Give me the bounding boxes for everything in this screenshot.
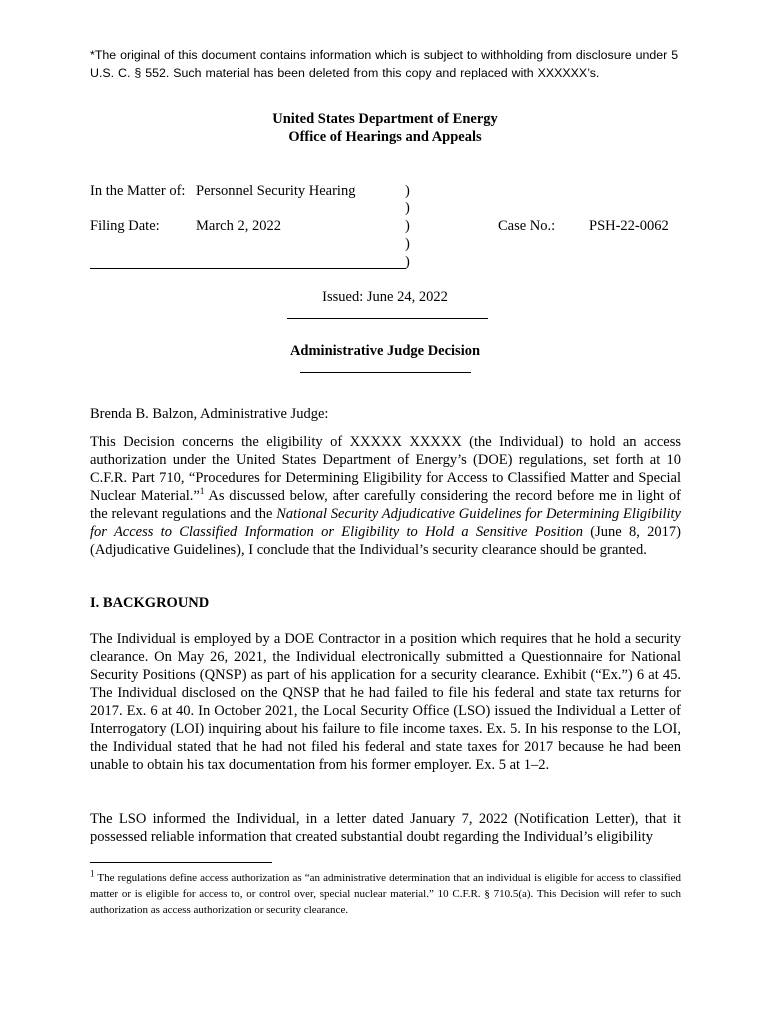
caption-paren: ) xyxy=(405,218,410,234)
caption-paren: ) xyxy=(405,236,410,252)
filing-date-label: Filing Date: xyxy=(90,218,160,234)
footnote-number: 1 xyxy=(90,868,95,879)
intro-text: (June 8, 2017) (Adjudicative Guidelines), I conclude that the Individual’s security clearance should be granted. xyxy=(90,524,681,558)
matter-label: In the Matter of: xyxy=(90,183,186,199)
department-heading: United States Department of Energy xyxy=(272,111,498,127)
guidelines-title: National Security Adjudicative Guidelines for Determining Eligibility for Access to Classified Information or Eligibility to Hold a Sensitive Position xyxy=(90,506,681,540)
footnote-separator xyxy=(90,862,272,863)
redaction-notice: *The original of this document contains information which is subject to withholding from disclosure under 5 U.S. C. § 552. Such material has been deleted from this copy and replaced with XXXXXX’s. xyxy=(90,48,679,80)
caption-paren: ) xyxy=(405,183,410,199)
intro-paragraph xyxy=(90,433,681,559)
lso-paragraph: The LSO informed the Individual, in a letter dated January 7, 2022 (Notification Letter), that it possessed reliable information that created substantial doubt regarding the Individual’s eligibility xyxy=(90,811,681,845)
caption-underline xyxy=(90,268,406,269)
judge-line: Brenda B. Balzon, Administrative Judge: xyxy=(90,406,329,422)
office-heading: Office of Hearings and Appeals xyxy=(288,129,482,145)
intro-text: This Decision concerns the eligibility of XXXXX XXXXX (the Individual) to hold an access authorization under the United States Department of Energy’s (DOE) regulations, set forth at 10 C.F.R. Part 710, “Procedures for Determining Eligibility for Access to Classified Matter and Special Nuclear Material.” xyxy=(90,434,681,504)
intro-text: As discussed below, after carefully considering the record before me in light of the relevant regulations and the xyxy=(90,488,682,522)
caption-paren: ) xyxy=(405,254,410,270)
issued-date: Issued: June 24, 2022 xyxy=(322,289,448,305)
case-number-value: PSH-22-0062 xyxy=(589,218,669,234)
decision-title: Administrative Judge Decision xyxy=(289,343,481,359)
footnote-text: The regulations define access authorization as “an administrative determination that an individual is eligible for access to classified matter or is eligible for access to, or control over, special nuclear material.” 10 C.F.R. § 710.5(a). This Decision will refer to such authorization as access authorization or security clearance. xyxy=(90,872,681,916)
matter-value: Personnel Security Hearing xyxy=(196,183,356,199)
footnote xyxy=(90,870,681,918)
case-number-label: Case No.: xyxy=(498,218,556,234)
caption-paren: ) xyxy=(405,200,410,216)
footnote-ref: 1 xyxy=(199,486,205,497)
title-underline xyxy=(300,372,471,373)
section-heading-background: I. BACKGROUND xyxy=(90,595,210,611)
filing-date-value: March 2, 2022 xyxy=(196,218,281,234)
issued-underline xyxy=(287,318,488,319)
background-paragraph: The Individual is employed by a DOE Contractor in a position which requires that he hold a security clearance. On May 26, 2021, the Individual electronically submitted a Questionnaire for National Security Positions (QNSP) as part of his application for a security clearance. Exhibit (“Ex.”) 6 at 45. The Individual disclosed on the QNSP that he had failed to file his federal and state tax returns for 2017. Ex. 6 at 40. In October 2021, the Local Security Office (LSO) issued the Individual a Letter of Interrogatory (LOI) inquiring about his failure to file income taxes. Ex. 5. In his response to the LOI, the Individual stated that he had not filed his federal and state taxes for 2017 because he had been unable to obtain his tax documentation from his former employer. Ex. 5 at 1–2. xyxy=(90,631,681,773)
